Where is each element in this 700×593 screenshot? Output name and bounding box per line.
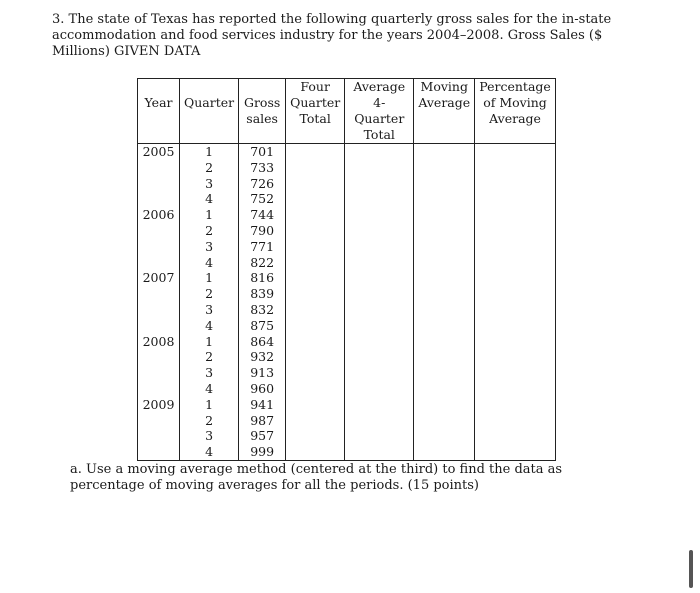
table-row bbox=[138, 381, 556, 397]
question-a: a. Use a moving average method (centered at the third) to find the data as percentage of moving averages for all the periods. (15 points) bbox=[70, 462, 563, 493]
header-line bbox=[184, 111, 234, 127]
percentage-of-moving-average-cell bbox=[475, 365, 556, 381]
scrollbar-thumb[interactable] bbox=[689, 550, 693, 588]
table-row bbox=[138, 397, 556, 413]
year-cell: 2007 bbox=[138, 270, 180, 286]
average-4-quarter-total-cell bbox=[345, 428, 414, 444]
header-line bbox=[142, 111, 175, 127]
average-4-quarter-total-cell bbox=[345, 444, 414, 460]
gross-sales-cell: 864 bbox=[239, 334, 286, 350]
header-line: 4-Quarter bbox=[354, 95, 405, 126]
percentage-of-moving-average-cell bbox=[475, 239, 556, 255]
quarter-cell: 2 bbox=[180, 286, 239, 302]
gross-sales-cell: 726 bbox=[239, 176, 286, 192]
quarter-cell: 3 bbox=[180, 176, 239, 192]
moving-average-cell bbox=[414, 444, 475, 460]
table-row bbox=[138, 191, 556, 207]
header-quarter bbox=[180, 79, 239, 144]
quarter-cell: 2 bbox=[180, 223, 239, 239]
four-quarter-total-cell bbox=[286, 334, 345, 350]
average-4-quarter-total-cell bbox=[345, 413, 414, 429]
header-line: of Moving bbox=[483, 95, 547, 110]
header-gross-sales bbox=[239, 79, 286, 144]
header-line: Total bbox=[299, 111, 331, 126]
percentage-of-moving-average-cell bbox=[475, 397, 556, 413]
moving-average-cell bbox=[414, 255, 475, 271]
year-cell: 2008 bbox=[138, 334, 180, 350]
quarter-cell: 3 bbox=[180, 428, 239, 444]
gross-sales-cell: 875 bbox=[239, 318, 286, 334]
gross-sales-cell: 752 bbox=[239, 191, 286, 207]
gross-sales-cell: 733 bbox=[239, 160, 286, 176]
header-year bbox=[138, 79, 180, 144]
header-four-quarter-total bbox=[286, 79, 345, 144]
gross-sales-cell: 960 bbox=[239, 381, 286, 397]
year-cell bbox=[138, 191, 180, 207]
header-line bbox=[418, 111, 470, 127]
header-row bbox=[138, 79, 556, 144]
header-line bbox=[243, 79, 281, 95]
quarter-cell: 4 bbox=[180, 318, 239, 334]
gross-sales-cell: 957 bbox=[239, 428, 286, 444]
year-cell bbox=[138, 176, 180, 192]
percentage-of-moving-average-cell bbox=[475, 318, 556, 334]
four-quarter-total-cell bbox=[286, 428, 345, 444]
gross-sales-cell: 999 bbox=[239, 444, 286, 460]
year-cell bbox=[138, 381, 180, 397]
gross-sales-cell: 832 bbox=[239, 302, 286, 318]
moving-average-cell bbox=[414, 349, 475, 365]
quarter-cell: 4 bbox=[180, 191, 239, 207]
average-4-quarter-total-cell bbox=[345, 239, 414, 255]
four-quarter-total-cell bbox=[286, 302, 345, 318]
average-4-quarter-total-cell bbox=[345, 191, 414, 207]
average-4-quarter-total-cell bbox=[345, 160, 414, 176]
average-4-quarter-total-cell bbox=[345, 255, 414, 271]
four-quarter-total-cell bbox=[286, 413, 345, 429]
gross-sales-cell: 701 bbox=[239, 144, 286, 160]
gross-sales-cell: 816 bbox=[239, 270, 286, 286]
moving-average-cell bbox=[414, 334, 475, 350]
quarter-cell: 2 bbox=[180, 413, 239, 429]
percentage-of-moving-average-cell bbox=[475, 176, 556, 192]
four-quarter-total-cell bbox=[286, 270, 345, 286]
table-row bbox=[138, 270, 556, 286]
problem-statement: 3. The state of Texas has reported the following quarterly gross sales for the in-state accommodation and food services industry for the years 2004–2008. Gross Sales ($ Millions) GIVEN DATA bbox=[52, 12, 612, 59]
quarter-cell: 3 bbox=[180, 239, 239, 255]
table-row bbox=[138, 365, 556, 381]
year-cell bbox=[138, 302, 180, 318]
moving-average-cell bbox=[414, 318, 475, 334]
table-row bbox=[138, 176, 556, 192]
moving-average-cell bbox=[414, 428, 475, 444]
header-line: Year bbox=[144, 95, 173, 110]
average-4-quarter-total-cell bbox=[345, 223, 414, 239]
moving-average-cell bbox=[414, 302, 475, 318]
four-quarter-total-cell bbox=[286, 239, 345, 255]
header-line: Average bbox=[418, 95, 471, 110]
quarter-cell: 1 bbox=[180, 334, 239, 350]
percentage-of-moving-average-cell bbox=[475, 144, 556, 160]
year-cell bbox=[138, 286, 180, 302]
four-quarter-total-cell bbox=[286, 191, 345, 207]
gross-sales-cell: 941 bbox=[239, 397, 286, 413]
percentage-of-moving-average-cell bbox=[475, 349, 556, 365]
table-row bbox=[138, 286, 556, 302]
table-row bbox=[138, 144, 556, 160]
percentage-of-moving-average-cell bbox=[475, 428, 556, 444]
moving-average-cell bbox=[414, 176, 475, 192]
percentage-of-moving-average-cell bbox=[475, 413, 556, 429]
percentage-of-moving-average-cell bbox=[475, 255, 556, 271]
four-quarter-total-cell bbox=[286, 365, 345, 381]
four-quarter-total-cell bbox=[286, 286, 345, 302]
gross-sales-cell: 822 bbox=[239, 255, 286, 271]
header-line bbox=[142, 79, 175, 95]
four-quarter-total-cell bbox=[286, 349, 345, 365]
moving-average-cell bbox=[414, 365, 475, 381]
gross-sales-cell: 744 bbox=[239, 207, 286, 223]
percentage-of-moving-average-cell bbox=[475, 223, 556, 239]
gross-sales-cell: 913 bbox=[239, 365, 286, 381]
gross-sales-cell: 771 bbox=[239, 239, 286, 255]
quarter-cell: 3 bbox=[180, 365, 239, 381]
year-cell bbox=[138, 223, 180, 239]
year-cell bbox=[138, 318, 180, 334]
header-moving-average bbox=[414, 79, 475, 144]
four-quarter-total-cell bbox=[286, 176, 345, 192]
percentage-of-moving-average-cell bbox=[475, 381, 556, 397]
header-line: Moving bbox=[420, 79, 468, 94]
average-4-quarter-total-cell bbox=[345, 176, 414, 192]
header-percentage-of-moving-average bbox=[475, 79, 556, 144]
year-cell: 2005 bbox=[138, 144, 180, 160]
four-quarter-total-cell bbox=[286, 397, 345, 413]
percentage-of-moving-average-cell bbox=[475, 286, 556, 302]
year-cell bbox=[138, 428, 180, 444]
four-quarter-total-cell bbox=[286, 160, 345, 176]
quarter-cell: 2 bbox=[180, 160, 239, 176]
quarter-cell: 3 bbox=[180, 302, 239, 318]
quarter-cell: 1 bbox=[180, 397, 239, 413]
header-line: Percentage bbox=[479, 79, 551, 94]
four-quarter-total-cell bbox=[286, 144, 345, 160]
four-quarter-total-cell bbox=[286, 223, 345, 239]
header-line: sales bbox=[246, 111, 278, 126]
moving-average-cell bbox=[414, 286, 475, 302]
header-line bbox=[184, 79, 234, 95]
header-average-4-quarter-total bbox=[345, 79, 414, 144]
percentage-of-moving-average-cell bbox=[475, 207, 556, 223]
table-header bbox=[138, 79, 556, 144]
four-quarter-total-cell bbox=[286, 255, 345, 271]
gross-sales-cell: 790 bbox=[239, 223, 286, 239]
quarter-cell: 1 bbox=[180, 144, 239, 160]
header-line: Four bbox=[300, 79, 330, 94]
year-cell bbox=[138, 239, 180, 255]
table-row bbox=[138, 413, 556, 429]
percentage-of-moving-average-cell bbox=[475, 302, 556, 318]
table-row bbox=[138, 239, 556, 255]
moving-average-cell bbox=[414, 191, 475, 207]
gross-sales-cell: 839 bbox=[239, 286, 286, 302]
average-4-quarter-total-cell bbox=[345, 270, 414, 286]
quarter-cell: 4 bbox=[180, 381, 239, 397]
header-line: Average bbox=[353, 79, 406, 94]
table-row bbox=[138, 302, 556, 318]
percentage-of-moving-average-cell bbox=[475, 191, 556, 207]
percentage-of-moving-average-cell bbox=[475, 160, 556, 176]
percentage-of-moving-average-cell bbox=[475, 270, 556, 286]
average-4-quarter-total-cell bbox=[345, 334, 414, 350]
four-quarter-total-cell bbox=[286, 381, 345, 397]
table-row bbox=[138, 223, 556, 239]
table-row bbox=[138, 428, 556, 444]
quarter-cell: 1 bbox=[180, 270, 239, 286]
percentage-of-moving-average-cell bbox=[475, 334, 556, 350]
average-4-quarter-total-cell bbox=[345, 381, 414, 397]
average-4-quarter-total-cell bbox=[345, 397, 414, 413]
year-cell bbox=[138, 349, 180, 365]
moving-average-cell bbox=[414, 207, 475, 223]
moving-average-cell bbox=[414, 397, 475, 413]
year-cell: 2006 bbox=[138, 207, 180, 223]
average-4-quarter-total-cell bbox=[345, 207, 414, 223]
table-row bbox=[138, 160, 556, 176]
moving-average-cell bbox=[414, 160, 475, 176]
moving-average-cell bbox=[414, 144, 475, 160]
moving-average-cell bbox=[414, 270, 475, 286]
four-quarter-total-cell bbox=[286, 318, 345, 334]
table-row bbox=[138, 444, 556, 460]
average-4-quarter-total-cell bbox=[345, 302, 414, 318]
year-cell bbox=[138, 160, 180, 176]
gross-sales-cell: 987 bbox=[239, 413, 286, 429]
moving-average-cell bbox=[414, 381, 475, 397]
table-row bbox=[138, 318, 556, 334]
average-4-quarter-total-cell bbox=[345, 286, 414, 302]
table-row bbox=[138, 349, 556, 365]
average-4-quarter-total-cell bbox=[345, 365, 414, 381]
four-quarter-total-cell bbox=[286, 444, 345, 460]
header-line: Average bbox=[489, 111, 541, 126]
sales-data-table bbox=[137, 78, 556, 461]
table-row bbox=[138, 207, 556, 223]
year-cell bbox=[138, 255, 180, 271]
header-line: Total bbox=[363, 127, 395, 142]
year-cell: 2009 bbox=[138, 397, 180, 413]
average-4-quarter-total-cell bbox=[345, 318, 414, 334]
quarter-cell: 4 bbox=[180, 444, 239, 460]
percentage-of-moving-average-cell bbox=[475, 444, 556, 460]
four-quarter-total-cell bbox=[286, 207, 345, 223]
header-line: Gross bbox=[243, 95, 281, 110]
header-line: Quarter bbox=[290, 95, 341, 110]
quarter-cell: 4 bbox=[180, 255, 239, 271]
table-row bbox=[138, 334, 556, 350]
average-4-quarter-total-cell bbox=[345, 349, 414, 365]
header-line: Quarter bbox=[184, 95, 235, 110]
quarter-cell: 1 bbox=[180, 207, 239, 223]
table-body bbox=[138, 144, 556, 461]
year-cell bbox=[138, 444, 180, 460]
year-cell bbox=[138, 413, 180, 429]
table-row bbox=[138, 255, 556, 271]
moving-average-cell bbox=[414, 413, 475, 429]
quarter-cell: 2 bbox=[180, 349, 239, 365]
moving-average-cell bbox=[414, 223, 475, 239]
year-cell bbox=[138, 365, 180, 381]
gross-sales-cell: 932 bbox=[239, 349, 286, 365]
moving-average-cell bbox=[414, 239, 475, 255]
average-4-quarter-total-cell bbox=[345, 144, 414, 160]
